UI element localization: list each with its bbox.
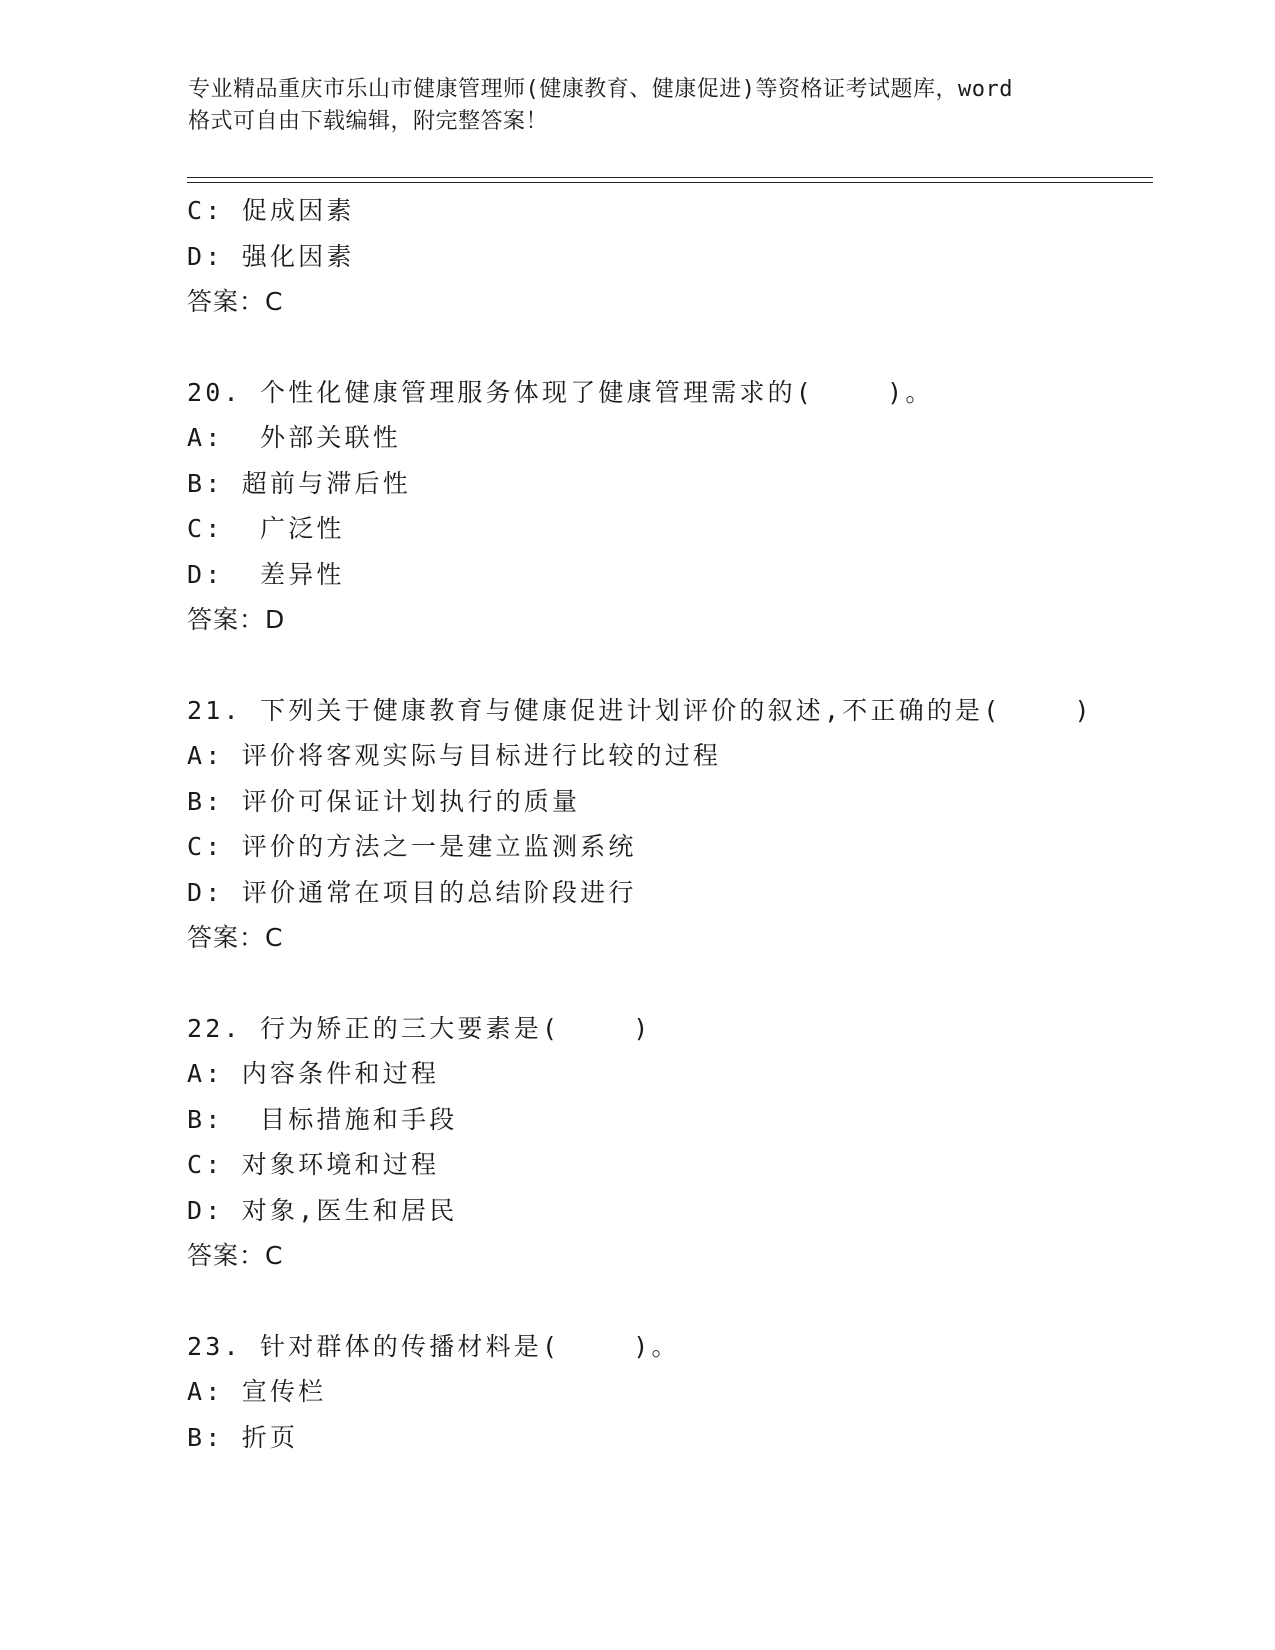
answer-line: 答案：C xyxy=(187,1241,284,1270)
answer-line: 答案：C xyxy=(187,923,284,952)
question-block xyxy=(187,688,1147,961)
option-a: A: 宣传栏 xyxy=(187,1377,327,1406)
question-text: 20. 个性化健康管理服务体现了健康管理需求的( )。 xyxy=(187,377,934,407)
answer-line: 答案：D xyxy=(187,605,286,634)
option-d: D: 差异性 xyxy=(187,559,345,589)
question-list xyxy=(187,188,1147,1460)
question-block xyxy=(187,370,1147,643)
option-a: A: 内容条件和过程 xyxy=(187,1059,440,1088)
option-c: C: 评价的方法之一是建立监测系统 xyxy=(187,832,637,861)
option-d: D: 评价通常在项目的总结阶段进行 xyxy=(187,877,637,907)
option-b: B: 超前与滞后性 xyxy=(187,468,411,498)
question-block xyxy=(187,1006,1147,1279)
spacer xyxy=(187,961,1147,1006)
option-a: A: 评价将客观实际与目标进行比较的过程 xyxy=(187,741,722,770)
spacer xyxy=(187,1279,1147,1324)
question-text: 23. 针对群体的传播材料是( )。 xyxy=(187,1331,680,1361)
option-a: A: 外部关联性 xyxy=(187,423,402,452)
question-text: 22. 行为矫正的三大要素是( ) xyxy=(187,1013,652,1043)
header-divider-bottom xyxy=(187,182,1153,183)
option-c: C: 广泛性 xyxy=(187,514,345,543)
option-b: B: 目标措施和手段 xyxy=(187,1104,458,1134)
option-b: B: 评价可保证计划执行的质量 xyxy=(187,786,581,816)
answer-line: 答案：C xyxy=(187,287,284,316)
question-text: 21. 下列关于健康教育与健康促进计划评价的叙述,不正确的是( ) xyxy=(187,695,1093,725)
header-line-2: 格式可自由下载编辑，附完整答案！ xyxy=(188,109,549,134)
option-d: D: 对象,医生和居民 xyxy=(187,1195,458,1225)
spacer xyxy=(187,643,1147,688)
question-block xyxy=(187,188,1147,325)
document-header xyxy=(188,74,1088,138)
question-block xyxy=(187,1324,1147,1461)
option-b: B: 折页 xyxy=(187,1422,299,1452)
option-d: D: 强化因素 xyxy=(187,241,355,271)
spacer xyxy=(187,325,1147,370)
header-divider-top xyxy=(187,177,1153,178)
option-c: C: 对象环境和过程 xyxy=(187,1150,440,1179)
option-c: C: 促成因素 xyxy=(187,196,355,225)
header-line-1: 专业精品重庆市乐山市健康管理师(健康教育、健康促进)等资格证考试题库，word xyxy=(188,77,1013,102)
